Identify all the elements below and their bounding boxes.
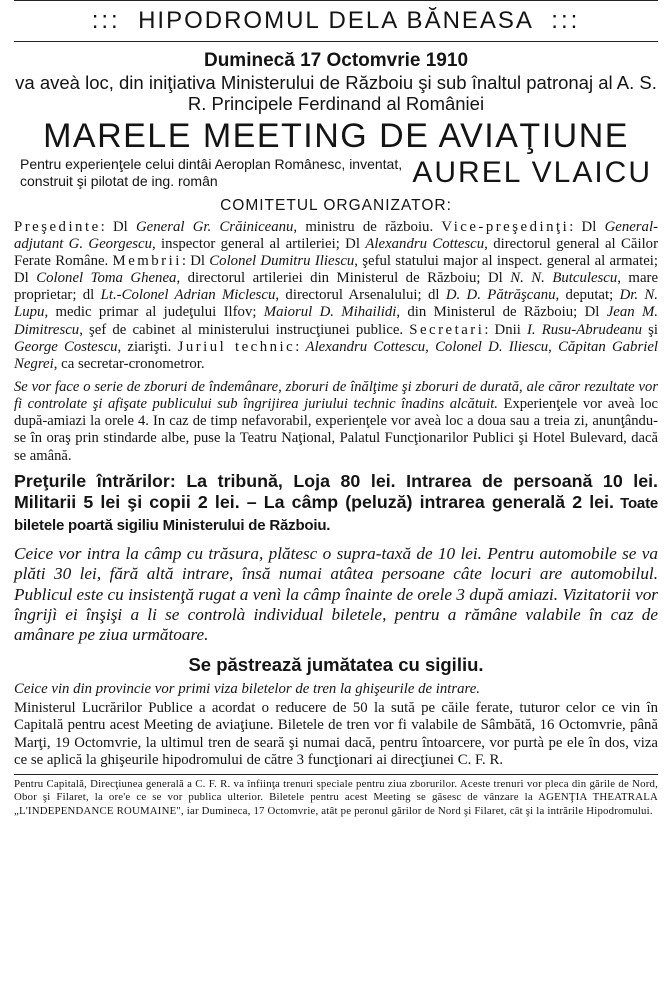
committee-text: , directorul Arsenalului; dl	[275, 287, 446, 304]
committee-person: I. Rusu-Abrudeanu	[526, 321, 642, 338]
committee-text: , mare proprietar; dl	[14, 270, 659, 304]
province-paragraph: Ceice vin din provincie vor primi viza biletelor de tren la ghişeurile de intrare.	[14, 680, 481, 697]
committee-person: Dr. N. Lupu	[14, 287, 658, 321]
header-left-dots: :::	[91, 7, 121, 34]
committee-person: N. N. Butculescu	[510, 270, 618, 287]
committee-text: şi	[642, 321, 658, 338]
committee-role: Secretari	[409, 321, 485, 338]
committee-heading: COMITETUL ORGANIZATOR:	[220, 197, 452, 214]
committee-role: Preşedinte	[14, 219, 101, 235]
footnote: Pentru Capitală, Direcţiunea generală a C. F. R. va înfiinţa trenuri speciale pentru ziua zborurilor. Aceste trenuri vor pleca din gările de Nord, Obor şi Filaret, la ore'e ce se vor publica ulterior. Biletele pentru acest Meeting se găsesc de vânzare la AGENŢIA THEATRALA „L'INDEPENDANCE ROUMAINE", iar Dumineca, 17 Octomvrie, atât pe peronul gărilor de Nord şi Filaret, cât şi la intrările Hipodromului.	[14, 777, 658, 817]
ministry-paragraph: Ministerul Lucrărilor Publice a acordat o reducere de 50 la sută pe căile ferate, tuturor celor ce vin în Capitală pentru acest Meeting de aviaţiune. Biletele de tren vor fi valabile de Sâmbătă, 16 Octomvrie, până Marţi, 19 Octomvrie, la ultimul tren de seară şi numai dacă, pentru întoarcere, vor purtà pe ele în dos, viza ce se aplică la ghişeurile hipodromului de către 3 funcţionari ai direcţiunei C. F. R.	[14, 699, 658, 769]
committee-role: Membrii	[112, 253, 182, 270]
poster-header	[14, 1, 658, 41]
committee-text: : Dl	[100, 219, 136, 235]
committee-person: George Costescu	[14, 338, 118, 355]
committee-text: , şef de cabinet al ministerului instrucţiunei publice.	[79, 321, 410, 338]
experiments-row	[20, 156, 652, 190]
committee-person: Alexandru Cottescu	[365, 236, 485, 253]
committee-text: : Dnii	[484, 321, 527, 338]
keep-seal-notice: Se păstrează jumătatea cu sigiliu.	[188, 653, 484, 675]
schedule-text: Experienţele vor aveà loc după-amiazi la orele 4. In caz de timp nefavorabil, experienţele vor aveà loc a doua sau a treia zi, anunţându-se în oraş prin stindarde albe, puse la Teatru Naţional, Palatul Funcţionarilor Publici şi Hotel Bulevard, dacă se amână.	[14, 396, 659, 464]
committee-person: Alexandru Cottescu, Colonel D. Iliescu, Căpitan Gabriel Negrei	[14, 338, 658, 372]
committee-text: : Dl	[181, 253, 210, 270]
prices-seal: Toate biletele poartă sigiliu Ministerului de Războiu.	[14, 494, 659, 534]
committee-text: , ministru de războiu.	[293, 219, 442, 235]
committee-text: :	[295, 338, 306, 355]
committee-text: , ca secretar-cronometror.	[53, 355, 205, 372]
committee-text: , deputat;	[555, 287, 620, 304]
pilot-name: AUREL VLAICU	[412, 156, 652, 189]
committee-person: General Gr. Crăiniceanu	[136, 219, 294, 235]
prices-main: Preţurile întrărilor: La tribună, Loja 80 lei. Intrarea de persoană 10 lei. Militarii 5 lei şi copii 2 lei. – La câmp (peluză) intrarea generală 2 lei.	[14, 470, 658, 512]
committee-person: Maiorul D. Mihailidi	[263, 304, 397, 321]
committee-text: , ziarişti.	[117, 338, 178, 355]
flights-paragraph	[14, 379, 658, 465]
event-title: MARELE MEETING DE AVIAŢIUNE	[43, 117, 629, 155]
committee-role: Juriul technic	[177, 338, 296, 355]
flights-text: Se vor face o serie de zboruri de îndemânare, zboruri de înălţime şi zboruri de durată, ale căror rezultate vor fi controlate şi afişate publicului sub îngrijirea juriului technic înadins alcătuit.	[14, 378, 658, 413]
committee-text: , şeful statului major al inspect. general al armatei; Dl	[14, 253, 659, 287]
committee-person: Colonel Dumitru Iliescu	[209, 253, 355, 270]
header-title: HIPODROMUL DELA BĂNEASA	[138, 7, 534, 34]
committee-role: Vice-preşedinţi	[441, 219, 570, 235]
committee-body	[14, 219, 658, 373]
prices-paragraph	[14, 471, 658, 536]
footnote-rule	[14, 774, 658, 775]
committee-text: , inspector general al artileriei; Dl	[152, 236, 366, 253]
committee-person: General-adjutant G. Georgescu	[14, 219, 658, 253]
committee-person: Jean M. Dimitrescu	[14, 304, 658, 338]
committee-person: Colonel Toma Ghenea	[36, 270, 177, 287]
header-rule	[14, 41, 658, 42]
carriage-paragraph: Ceice vor intra la câmp cu trăsura, plătesc o supra-taxă de 10 lei. Pentru automobile se va plăti 30 lei, fără altă intrare, însă numai atâtea persoane câte locuri are automobilul. Publicul este cu insistenţă rugat a venì la câmp înainte de orele 3 după amiazi. Vizitatorii vor îngrijì ei înşişi a li se controlà individual biletele, pentru a rămâne valabile în caz de amânare pe ziua următoare.	[14, 543, 658, 645]
experiments-text: Pentru experienţele celui dintâi Aeroplan Românesc, inventat, construit şi pilotat de ing. român	[20, 156, 403, 189]
committee-person: Lt.-Colonel Adrian Miclescu	[100, 287, 276, 304]
committee-text: , din Ministerul de Războiu; Dl	[396, 304, 607, 321]
committee-person: D. D. Pătrăşcanu	[445, 287, 556, 304]
committee-text: , medic primar al judeţului Ilfov;	[44, 304, 264, 321]
event-date: Duminecă 17 Octomvrie 1910	[203, 50, 469, 71]
event-intro: va aveà loc, din iniţiativa Ministerului de Războiu şi sub înaltul patronaj al A. S. R. Principele Ferdinand al României	[15, 72, 657, 114]
committee-text: , directorul artileriei din Ministerul de Războiu; Dl	[176, 270, 511, 287]
committee-text: , directorul general al Căilor Ferate Române.	[14, 236, 659, 270]
committee-text: : Dl	[569, 219, 605, 235]
header-right-dots: :::	[551, 7, 581, 34]
